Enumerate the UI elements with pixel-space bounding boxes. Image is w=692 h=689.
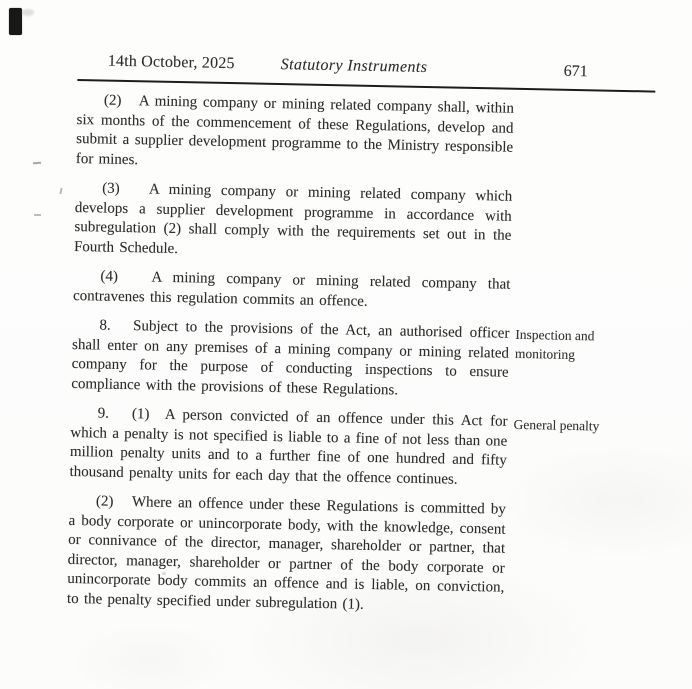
scan-speck	[33, 162, 41, 165]
paragraph-regulation-8: 8. Subject to the provisions of the Act, an authorised officer shall enter on any premises of a mining company or mining related company for the purpose of conducting inspections to ensure compliance with the provisions of these Regulations.	[71, 317, 510, 398]
paragraph-regulation-9-2: (2) Where an offence under these Regulations is committed by a body corporate or unincorporate body, with the knowledge, consent or connivance of the director, manager, shareholder or partner, that director, manager, shareholder or partner of the body corporate or unincorporate body commits an offence and is liable, on conviction, to the penalty specified under subregulation (1).	[66, 493, 507, 613]
printed-content	[67, 50, 656, 630]
scan-speck	[34, 214, 41, 216]
paragraph-subregulation-4: (4) A mining company or mining related company that contravenes this regulation commits an offence.	[72, 268, 511, 310]
page-header	[77, 50, 656, 93]
margin-note-inspection-monitoring: Inspection and monitoring	[514, 326, 595, 363]
scan-artifact-mark	[9, 8, 22, 35]
header-title: Statutory Instruments	[280, 56, 428, 77]
scan-speck	[59, 188, 62, 194]
header-date: 14th October, 2025	[107, 52, 235, 73]
paragraph-subregulation-3: (3) A mining company or mining related company which develops a supplier development programme in accordance with subregulation (2) shall comply with the requirements set out in the Fourth Schedule.	[73, 180, 513, 257]
paragraph-subregulation-2: (2) A mining company or mining related company shall, within six months of the commencement of these Regulations, develop and submit a supplier development programme to the Ministry responsible for mines.	[75, 92, 515, 168]
paragraph-regulation-9-1: 9. (1) A person convicted of an offence under this Act for which a penalty is not specified is liable to a fine of not less than one million penalty units and to a further fine of one hundred and fifty thousand penalty units for each day that the offence continues.	[69, 405, 508, 488]
scan-speck	[22, 9, 34, 16]
margin-note-general-penalty: General penalty	[513, 416, 600, 434]
page-number: 671	[563, 62, 588, 81]
body-text-column	[67, 91, 514, 618]
